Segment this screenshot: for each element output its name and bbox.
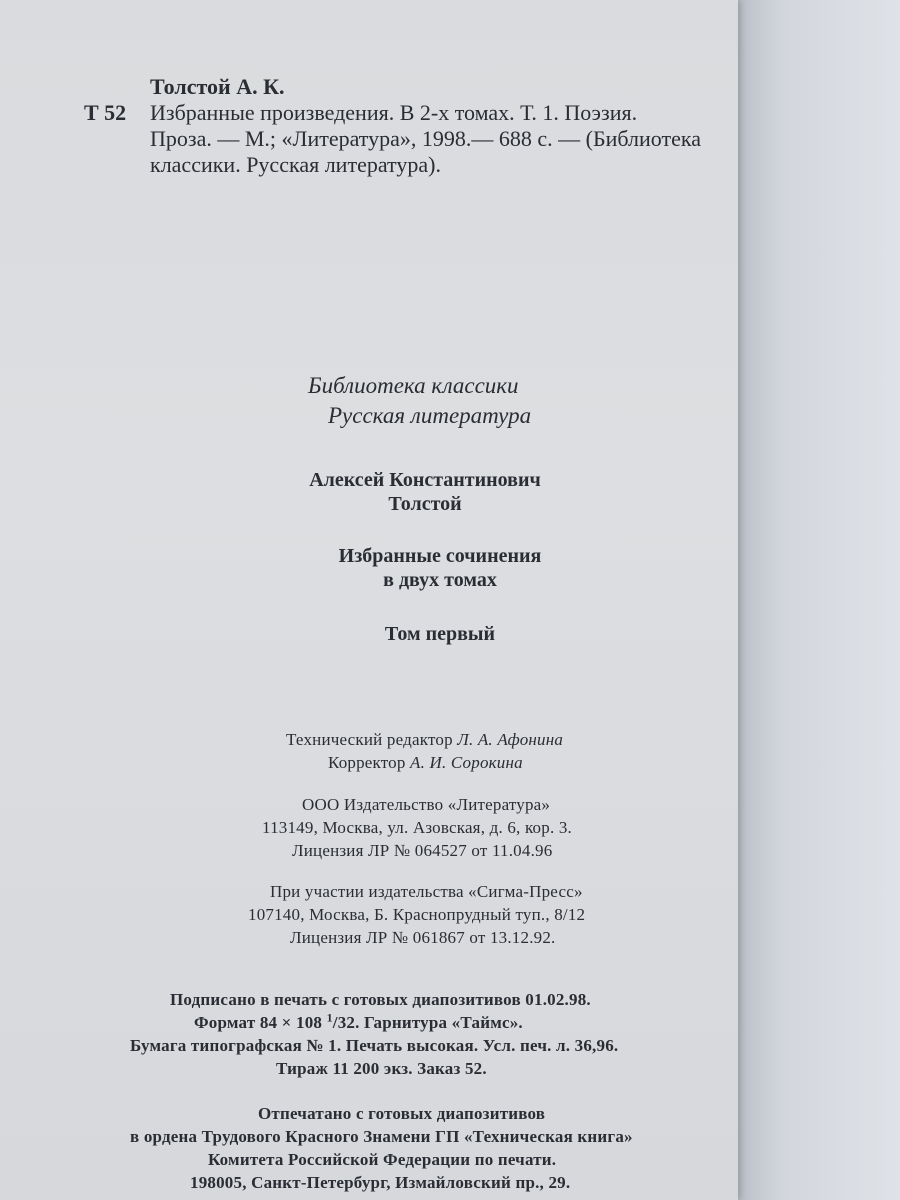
proofreader-label: Корректор: [328, 753, 406, 772]
series-subtitle: Русская литература: [328, 403, 532, 428]
work-title: Избранные сочинения: [338, 545, 542, 567]
imprint-format: [194, 1011, 523, 1034]
background-surface: [735, 0, 900, 1200]
imprint-print-run: Тираж 11 200 экз. Заказ 52.: [276, 1059, 487, 1078]
volume-label: Том первый: [384, 623, 496, 645]
imprint-paper: Бумага типографская № 1. Печать высокая. Усл. печ. л. 36,96.: [130, 1036, 619, 1055]
copublisher-license: Лицензия ЛР № 061867 от 13.12.92.: [290, 928, 556, 947]
imprint-format-sup: 1: [326, 1010, 333, 1025]
publisher-address: 113149, Москва, ул. Азовская, д. 6, кор. 3.: [262, 818, 573, 837]
copublisher-address: 107140, Москва, Б. Краснопрудный туп., 8/12: [248, 905, 586, 924]
catalog-line-3: классики. Русская литература).: [150, 152, 441, 177]
catalog-author-heading: Толстой А. К.: [150, 74, 285, 99]
catalog-line-1: Избранные произведения. В 2-х томах. Т. 1. Поэзия.: [150, 100, 638, 125]
proofreader-line: [328, 751, 523, 774]
printer-line-3: Комитета Российской Федерации по печати.: [208, 1150, 557, 1169]
tech-editor-name: Л. А. Афонина: [457, 730, 564, 749]
printer-line-4: 198005, Санкт-Петербург, Измайловский пр., 29.: [190, 1173, 571, 1192]
copublisher-name: При участии издательства «Сигма-Пресс»: [270, 882, 583, 901]
proofreader-name: А. И. Сорокина: [410, 753, 523, 772]
tech-editor-line: [286, 728, 563, 751]
imprint-format-prefix: Формат 84 × 108: [194, 1013, 323, 1032]
imprint-format-suffix: /32. Гарнитура «Таймс».: [332, 1013, 523, 1032]
publisher-name: ООО Издательство «Литература»: [302, 795, 551, 814]
tech-editor-label: Технический редактор: [286, 730, 453, 749]
work-subtitle: в двух томах: [383, 569, 497, 591]
imprint-signed: Подписано в печать с готовых диапозитивов 01.02.98.: [170, 990, 591, 1009]
publisher-license: Лицензия ЛР № 064527 от 11.04.96: [292, 841, 553, 860]
printer-line-2: в ордена Трудового Красного Знамени ГП «Техническая книга»: [130, 1127, 633, 1146]
catalog-index-code: Т 52: [84, 100, 127, 125]
series-title: Библиотека классики: [308, 373, 519, 398]
catalog-line-2: Проза. — М.; «Литература», 1998.— 688 с. — (Библиотека: [150, 126, 701, 151]
author-first-name: Алексей Константинович: [309, 469, 541, 491]
printer-line-1: Отпечатано с готовых диапозитивов: [258, 1104, 546, 1123]
author-last-name: Толстой: [388, 493, 462, 515]
